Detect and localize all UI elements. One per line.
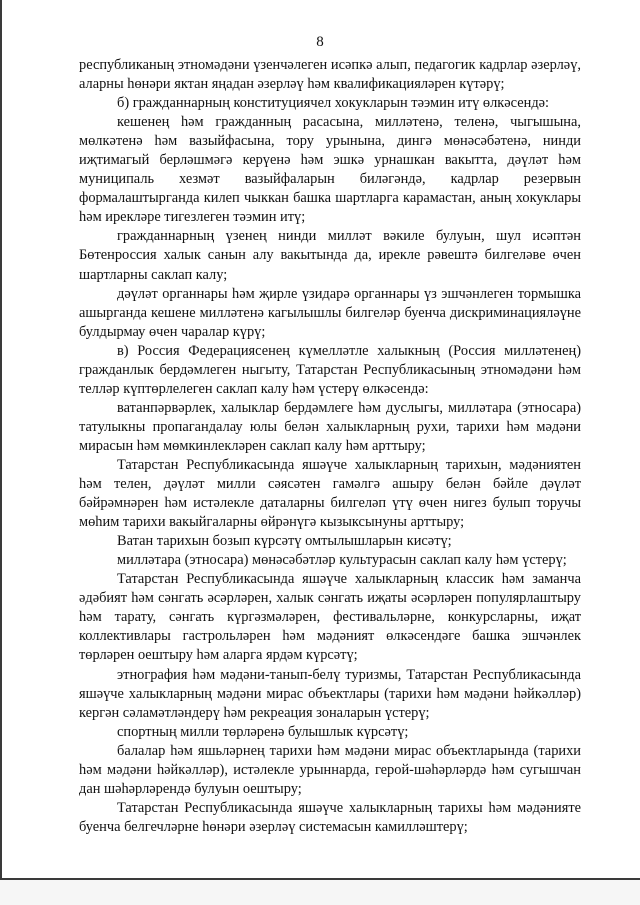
paragraph-1: республиканың этномәдәни үзенчәлеген исәпкә алып, педагогик кадрлар әзерләү, аларны һөнәри яктан яңадан әзерләү һәм квалификацияләрен күтәрү;	[79, 57, 581, 93]
paragraph-7: ватанпәрвәрлек, халыклар бердәмлеге һәм дуслыгы, милләтара (этносара) татулыкны пропагандалау юлы белән халыкларның рухи, тарихи һәм мәдәни мирасын һәм мөмкинлекләрен саклап калу һәм арттыру;	[79, 399, 581, 454]
paragraph-8: Татарстан Республикасында яшәүче халыкларның тарихын, мәдәниятен һәм телен, дәүләт милли сәясәтен гамәлгә ашыру белән бәйле дәүләт бәйрәмнәрен һәм истәлекле даталарны билгеләп үтү өчен нигез булып торучы мөһим тарихи вакыйгаларны өйрәнүгә кызыксынуны арттыру;	[79, 456, 581, 531]
paragraph-2: б) гражданнарның конституциячел хокукларын тәэмин итү өлкәсендә:	[117, 95, 550, 112]
paragraph-4: гражданнарның үзенең нинди милләт вәкиле булуын, шул исәптән Бөтенроссия халык санын алу вакытында да, ирекле рәвештә билгеләве өчен шартларны саклап калу;	[79, 228, 581, 283]
paragraph-10: милләтара (этносара) мөнәсәбәтләр культурасын саклап калу һәм үстерү;	[117, 552, 567, 569]
paragraph-9: Ватан тарихын бозып күрсәтү омтылышларын кисәтү;	[117, 533, 452, 550]
paragraph-3: кешенең һәм гражданның расасына, милләтенә, теленә, чыгышына, мөлкәтенә һәм вазыйфасына, тору урынына, дингә мөнәсәбәтенә, нинди иҗтимагый берләшмәгә керүенә һәм эшкә урнашкан вакытта, дәүләт һәм муниципаль хезмәт вазыйфаларын биләгәндә, кадрлар резервын формалаштырганда килеп чыккан башка шартларга карамастан, аның хокуклары һәм ирекләре тигезлеген тәэмин итү;	[79, 114, 581, 226]
scan-edge-left	[0, 0, 2, 905]
paragraph-11: Татарстан Республикасында яшәүче халыкларның классик һәм заманча әдәбият һәм сәнгать әсәрләрен, халык сәнгать иҗаты әсәрләрен популярлаштыру һәм тарату, сәнгать күргәзмәләрен, фестивальләрне, конкурсларны, иҗат коллективлары гастрольләрен һәм мәдәният өлкәсендәге башка эшчәнлек төрләрен оештыру һәм аларга ярдәм күрсәтү;	[79, 571, 581, 664]
paragraph-12: этнография һәм мәдәни-танып-белү туризмы, Татарстан Республикасында яшәүче халыкларның мәдәни мирас объектлары (тарихи һәм мәдәни һәйкәлләр) кергән сәламәтләндерү һәм рекреация зоналарын үстерү;	[79, 666, 581, 721]
paragraph-13: спортның милли төрләренә булышлык күрсәтү;	[117, 723, 409, 740]
paragraph-5: дәүләт органнары һәм җирле үзидарә органнары үз эшчәнлеген тормышка ашырганда кешене милләтенә кагылышлы билгеләр буенча дискриминацияләүне булдырмау өчен чаралар күрү;	[79, 285, 581, 340]
paragraph-6: в) Россия Федерациясенең күмелләтле халыкның (Россия милләтенең) гражданлык бердәмлеген ныгыту, Татарстан Республикасының этномәдәни һәм телләр күптөрлелеген саклап калу һәм үстерү өлкәсендә:	[79, 342, 581, 397]
page-number: 8	[316, 34, 324, 50]
paragraph-15: Татарстан Республикасында яшәүче халыкларның тарихы һәм мәдәнияте буенча белгечләрне һөнәри әзерләү системасын камилләштерү;	[79, 799, 581, 835]
document-body	[79, 56, 581, 837]
scan-edge-bottom	[0, 878, 640, 905]
paragraph-14: балалар һәм яшьләрнең тарихи һәм мәдәни мирас объектларында (тарихи һәм мәдәни һәйкәлләр), истәлекле урыннарда, герой-шәһәрләрдә һәм сугышчан дан шәһәрләрендә булуын оештыру;	[79, 742, 581, 797]
